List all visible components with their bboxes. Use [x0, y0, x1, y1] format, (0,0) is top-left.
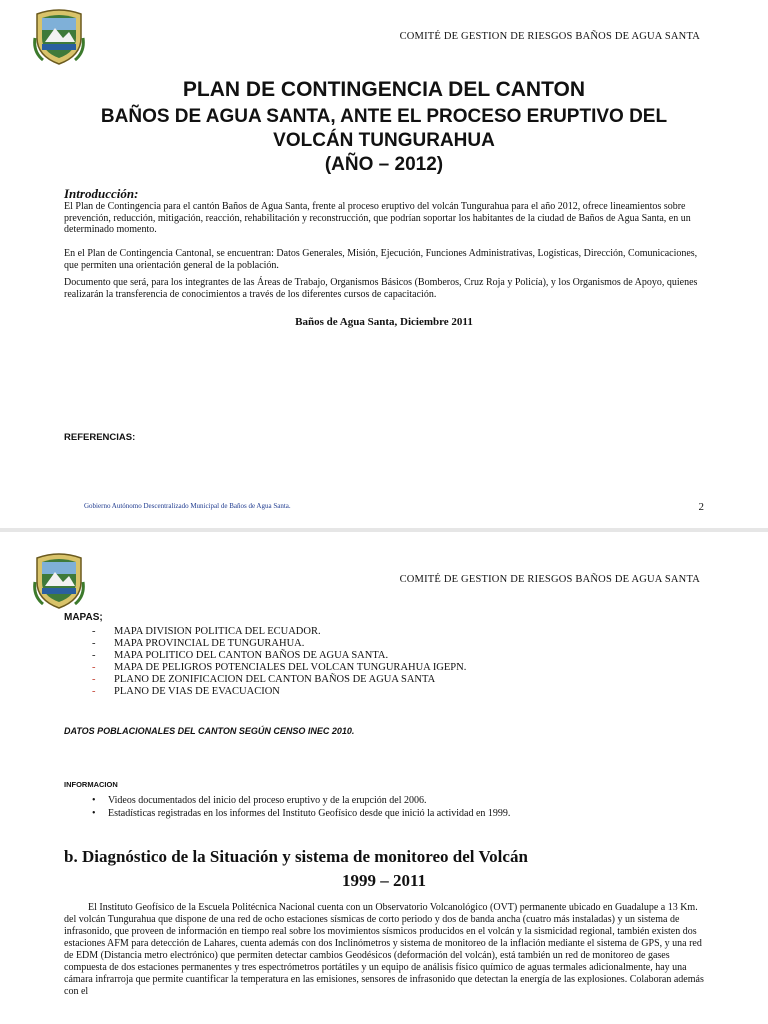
bullet-icon: •	[92, 795, 96, 806]
introduction-paragraph-3: Documento que será, para los integrantes de las Áreas de Trabajo, Organismos Básicos (Bomberos, Cruz Roja y Policía), y los Organismos de Apoyo, quienes realizarán la transferencia de conocimientos a través de los diferentes cursos de capacitación.	[64, 277, 698, 300]
list-item	[92, 638, 466, 650]
list-item	[92, 807, 510, 820]
page-number: 2	[698, 501, 704, 513]
information-list	[92, 794, 510, 820]
bullet-icon: •	[92, 808, 96, 819]
references-heading: REFERENCIAS:	[64, 432, 136, 443]
maps-heading: MAPAS;	[64, 612, 103, 623]
map-item-label: MAPA PROVINCIAL DE TUNGURAHUA.	[114, 638, 305, 649]
information-heading: INFORMACION	[64, 780, 118, 789]
page-footer: Gobierno Autónomo Descentralizado Municipal de Baños de Agua Santa.	[84, 502, 291, 510]
document-page-2	[0, 532, 768, 1024]
document-title-line-2: BAÑOS DE AGUA SANTA, ANTE EL PROCESO ERUPTIVO DEL	[100, 106, 668, 127]
list-dash: -	[92, 674, 96, 685]
place-and-date: Baños de Agua Santa, Diciembre 2011	[295, 316, 473, 328]
list-item	[92, 626, 466, 638]
map-item-label: PLANO DE VIAS DE EVACUACION	[114, 686, 280, 697]
page-header-committee: COMITÉ DE GESTION DE RIESGOS BAÑOS DE AGUA SANTA	[399, 574, 700, 585]
page-header-committee: COMITÉ DE GESTION DE RIESGOS BAÑOS DE AGUA SANTA	[399, 31, 700, 42]
document-title-line-3: VOLCÁN TUNGURAHUA	[273, 130, 495, 151]
introduction-paragraph-2: En el Plan de Contingencia Cantonal, se encuentran: Datos Generales, Misión, Ejecución, Funciones Administrativas, Logísticas, Dirección, Comunicaciones, que permiten una orientación general de la población.	[64, 248, 698, 271]
diagnosis-heading-line-2: 1999 – 2011	[341, 871, 427, 890]
list-item	[92, 794, 510, 807]
document-title-line-4: (AÑO – 2012)	[324, 154, 444, 175]
map-item-label: MAPA POLITICO DEL CANTON BAÑOS DE AGUA SANTA.	[114, 650, 389, 661]
municipal-crest-logo	[33, 552, 85, 610]
list-item	[92, 650, 466, 662]
municipal-crest-logo	[33, 8, 85, 66]
introduction-heading: Introducción:	[64, 186, 139, 201]
list-dash: -	[92, 686, 96, 697]
census-heading: DATOS POBLACIONALES DEL CANTON SEGÚN CENSO INEC 2010.	[64, 726, 355, 736]
list-item	[92, 662, 466, 674]
map-item-label: PLANO DE ZONIFICACION DEL CANTON BAÑOS DE AGUA SANTA	[114, 674, 436, 685]
introduction-paragraph-1: El Plan de Contingencia para el cantón Baños de Agua Santa, frente al proceso eruptivo del volcán Tungurahua para el año 2012, ofrece lineamientos sobre prevención, reducción, mitigación, reacción, rehabilitación y reconstrucción, que podrían soportar los habitantes de la ciudad de Baños de Agua Santa, en un determinado momento.	[64, 201, 691, 235]
list-dash: -	[92, 662, 96, 673]
list-dash: -	[92, 650, 96, 661]
diagnosis-heading-line-1: b. Diagnóstico de la Situación y sistema de monitoreo del Volcán	[64, 847, 528, 866]
document-title-line-1: PLAN DE CONTINGENCIA DEL CANTON	[182, 78, 586, 101]
list-item	[92, 686, 466, 698]
diagnosis-paragraph: El Instituto Geofísico de la Escuela Politécnica Nacional cuenta con un Observatorio Volcanológico (OVT) permanente ubicado en Guadalupe a 13 Km. del volcán Tungurahua que dispone de una red de ocho estaciones sísmicas de corto periodo y dos de banda ancha (cuatro más instaladas) y un sistema de infrasonido, que proveen de información en tiempo real sobre los movimientos sísmicos producidos en el volcán y la sismicidad regional, también existen dos estaciones AFM para detección de Lahares, cuenta además con dos Inclinómetros y sistema de monitoreo de la inflación mediante el sistema de GPS, y una red de EDM (Distancia metro electrónico) que permiten detectar cambios Geodésicos (deformación del volcán), está también un red de monitoreo de gases compuesta de dos estaciones permanentes y tres espectrómetros portátiles y un equipo de análisis físico químico de aguas termales adicionalmente, hay una cámara infrarroja que permite cuantificar la temperatura en las emisiones, sensores de infrasonido que detectan la energía de las explosiones. Colaboran además con el	[64, 902, 704, 997]
list-item	[92, 674, 466, 686]
map-item-label: MAPA DIVISION POLITICA DEL ECUADOR.	[114, 626, 321, 637]
info-item-text: Estadísticas registradas en los informes del Instituto Geofísico desde que inició la actividad en 1999.	[108, 808, 511, 819]
list-dash: -	[92, 626, 96, 637]
maps-list	[92, 626, 466, 698]
list-dash: -	[92, 638, 96, 649]
info-item-text: Videos documentados del inicio del proceso eruptivo y de la erupción del 2006.	[108, 795, 427, 806]
map-item-label: MAPA DE PELIGROS POTENCIALES DEL VOLCAN TUNGURAHUA IGEPN.	[114, 662, 467, 673]
